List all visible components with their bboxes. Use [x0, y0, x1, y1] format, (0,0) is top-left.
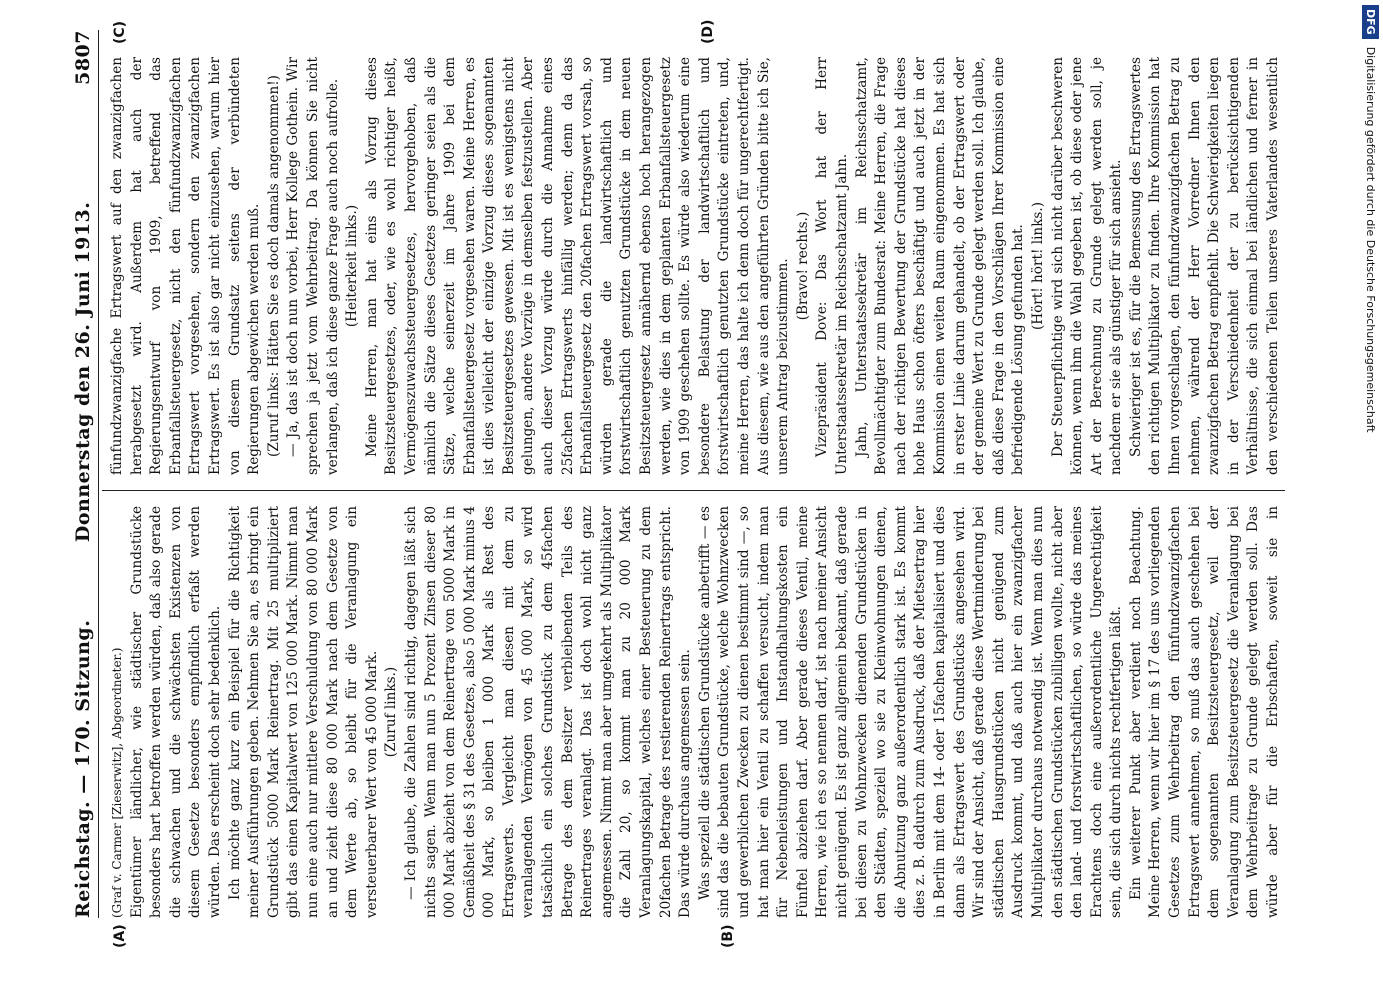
page-number: 5807 — [72, 30, 94, 85]
paragraph: (Hört! hört! links.) — [1029, 201, 1046, 331]
paragraph: — Ich glaube, die Zahlen sind richtig, dagegen läßt sich nichts sagen. Wenn man nun 5 Prozent Zinsen dieser 80 000 Mark abzieht von dem Reinertrage von 5000 Mark in Gemäßheit des § 31 des Gesetzes, also 5 000 Mark minus 4 000 Mark, so bleiben 1 000 Mark als Rest des Ertragswerts. Vergleicht man diesen mit dem zu veranlagenden Vermögen von 45 000 Mark, so wird tatsächlich ein solches Grundstück zu dem 45fachen Betrage des dem Besitzer verbleibenden Teils des Reinertrages veranlagt. Das ist doch wohl nicht ganz angemessen. Nimmt man aber umgekehrt als Multiplikator die Zahl 20, so kommt man zu 20 000 Mark Veranlagungskapital, welches einer Besteuerung zu dem 20fachen Betrage des restierenden Reinertrags entspricht. Das würde durchaus angemessen sein. — [402, 506, 694, 918]
header-session: Reichstag. — 170. Sitzung. — [72, 619, 94, 918]
credit-text: Digitalisierung gefördert durch die Deutsche Forschungsgemeinschaft — [1364, 46, 1378, 433]
page-header — [68, 30, 99, 918]
paragraph: Jahn, Unterstaatssekretär im Reichsschatzamt, Bevollmächtigter zum Bundesrat: Meine Herren, die Frage nach der richtigen Bewertung der Grundstücke hat dieses hohe Haus schon öfters beschäftigt und auch jetzt in der Kommission einen weiten Raum eingenommen. Es hat sich in erster Linie darum gehandelt, ob der Ertragswert oder der gemeine Wert zu Grunde gelegt werden soll. Ich glaube, daß diese Frage in den Vorschlägen Ihrer Kommission eine befriedigende Lösung gefunden hat. — [853, 57, 1027, 475]
paragraph: (Heiterkeit links.) — [344, 204, 361, 328]
header-date: Donnerstag den 26. Juni 1913. — [72, 201, 94, 543]
margin-marker-d: (D) — [700, 19, 716, 44]
right-column — [108, 57, 1285, 475]
margin-marker-b: (B) — [720, 924, 736, 948]
digitization-credit — [1360, 5, 1382, 995]
paragraph: Eigentümer ländlicher, wie städtischer Grundstücke besonders hart betroffen werden würden, daß also gerade die schwachen und die schwächsten Existenzen von diesem Gesetze besonders empfindlich erfaßt werden würden. Das erscheint doch sehr bedenklich. — [128, 506, 223, 918]
paragraph: Meine Herren, man hat eins als Vorzug dieses Besitzsteuergesetzes, oder, wie es wohl richtiger heißt, Vermögenszuwachssteuergesetzes, hervorgehoben, daß nämlich die Sätze dieses Gesetzes geringer seien als die Sätze, welche seinerzeit im Jahre 1909 bei dem Erbanfallsteuergesetz vorgesehen waren. Meine Herren, es ist dies vielleicht der einzige Vorzug dieses sogenannten Besitzsteuergesetzes gewesen. Mit ist es wenigstens nicht gelungen, andere Vorzüge in demselben festzustellen. Aber auch dieser Vorzug würde durch die Annahme eines 25fachen Ertragswerts hinfällig werden; denn da das Erbanfallsteuergesetz den 20fachen Ertragswert vorsah, so würden gerade die landwirtschaftlich und forstwirtschaftlich genutzten Grundstücke in dem neuen Besitzsteuergesetz annähernd ebenso hoch herangezogen werden, wie dies in dem geplanten Erbanfallsteuergesetz von 1909 geschehen sollte. Es würde also wiederum eine besondere Belastung der landwirtschaftlich und forstwirtschaftlich genutzten Grundstücke eintreten, und, meine Herren, das halte ich denn doch für ungerechtfertigt. Aus diesem, wie aus den angeführten Gründen bitte ich Sie, unserem Antrag beizustimmen. — [363, 57, 792, 475]
column-divider — [102, 490, 1285, 491]
paragraph: (Zuruf links.) — [383, 666, 400, 758]
margin-marker-a: (A) — [112, 924, 128, 948]
paragraph: Der Steuerpflichtige wird sich nicht darüber beschweren können, wenn ihm die Wahl gegeben ist, ob diese oder jene Art der Berechnung zu Grunde gelegt werden soll, je nachdem er sie als günstiger für sich ansieht. — [1049, 57, 1125, 475]
paragraph: — Ja, das ist doch nun vorbei, Herr Kollege Gothein. Wir sprechen ja jetzt vom Wehrbeitrag. Da können Sie nicht verlangen, daß ich diese ganze Frage auch noch aufrolle. — [285, 57, 341, 475]
paragraph: Ein weiterer Punkt aber verdient noch Beachtung. Meine Herren, wenn wir hier im § 17 des uns vorliegenden Gesetzes zum Wehrbeitrag den fünfundzwanzigfachen Ertragswert annehmen, so muß das auch geschehen bei dem sogenannten Besitzsteuergesetz, weil der Veranlagung zum Besitzsteuergesetz die Veranlagung bei dem Wehrbeitrage zu Grunde gelegt werden soll. Das würde aber für die Erbschaften, soweit sie in — [1127, 506, 1282, 918]
dfg-logo: DFG — [1363, 5, 1380, 39]
paragraph: Vizepräsident Dove: Das Wort hat der Herr Unterstaatssekretär im Reichsschatzamt Jahn. — [814, 57, 850, 475]
paragraph: Schwieriger ist es, für die Bemessung des Ertragswertes den richtigen Multiplikator zu finden. Ihre Kommission hat Ihnen vorgeschlagen, den fünfundzwanzigfachen Betrag zu nehmen, während der Herr Vorredner Ihnen den zwanzigfachen Betrag empfiehlt. Die Schwierigkeiten liegen in der Verschiedenheit der zu berücksichtigenden Verhältnisse, die sich einmal bei ländlichen und ferner in den verschiedenen Teilen unseres Vaterlandes wesentlich — [1127, 57, 1282, 475]
paragraph: Was speziell die städtischen Grundstücke anbetrifft — es sind das die bebauten Grundstücke, welche Wohnzwecken und gewerblichen Zwecken zu dienen bestimmt sind —, so hat man hier ein Ventil zu schaffen versucht, indem man für Nebenleistungen und Instandhaltungskosten ein Fünftel abziehen darf. Aber gerade dieses Ventil, meine Herren, wie ich es so nennen darf, ist nach meiner Ansicht nicht genügend. Es ist ganz allgemein bekannt, daß gerade bei diesen zu Wohnzwecken dienenden Grundstücken in den Städten, speziell wo sie zu Kleinwohnungen dienen, die Abnutzung ganz außerordentlich stark ist. Es kommt dies z. B. dadurch zum Ausdruck, daß der Mietsertrag hier in Berlin mit dem 14- oder 15fachen kapitalisiert und dies dann als Ertragswert des Grundstücks angesehen wird. Wir sind der Ansicht, daß gerade diese Wertminderung bei städtischen Hausgrundstücken nicht genügend zum Ausdruck kommt, und daß auch hier ein zwanzigfacher Multiplikator durchaus notwendig ist. Wenn man dies nun den städtischen Grundstücken zubilligen wollte, nicht aber den land- und forstwirtschaftlichen, so würde das meines Erachtens doch eine außerordentliche Ungerechtigkeit sein, die sich durch nichts rechtfertigen läßt. — [696, 506, 1125, 918]
margin-marker-c: (C) — [112, 20, 128, 44]
paragraph: (Bravo! rechts.) — [794, 211, 811, 321]
paragraph: (Zuruf links: Hätten Sie es doch damals angenommen!) — [265, 75, 282, 457]
paragraph: Ich möchte ganz kurz ein Beispiel für die Richtigkeit meiner Ausführungen geben. Nehmen Sie an, es bringt ein Grundstück 5000 Mark Reinertrag. Mit 25 multipliziert gibt das einen Kapitalwert von 125 000 Mark. Nimmt man nun eine auch nur mittlere Verschuldung von 80 000 Mark an und zieht diese 80 000 Mark nach dem Gesetze von dem Werte ab, so bleibt für die Veranlagung ein versteuerbarer Wert von 45 000 Mark. — [226, 506, 380, 918]
paragraph: (Graf v. Carmer [Zieserwitz], Abgeordneter.) — [110, 647, 124, 918]
left-column — [108, 506, 1285, 918]
paragraph: fünfundzwanzigfache Ertragswert auf den zwanzigfachen herabgesetzt wird. Außerdem hat auch der Regierungsentwurf von 1909, betreffend das Erbanfallsteuergesetz, nicht den fünfundzwanzigfachen Ertragswert vorgesehen, sondern den zwanzigfachen Ertragswert. Es ist also gar nicht einzusehen, warum hier von diesem Grundsatz seitens der verbündeten Regierungen abgewichen werden muß. — [109, 57, 263, 475]
